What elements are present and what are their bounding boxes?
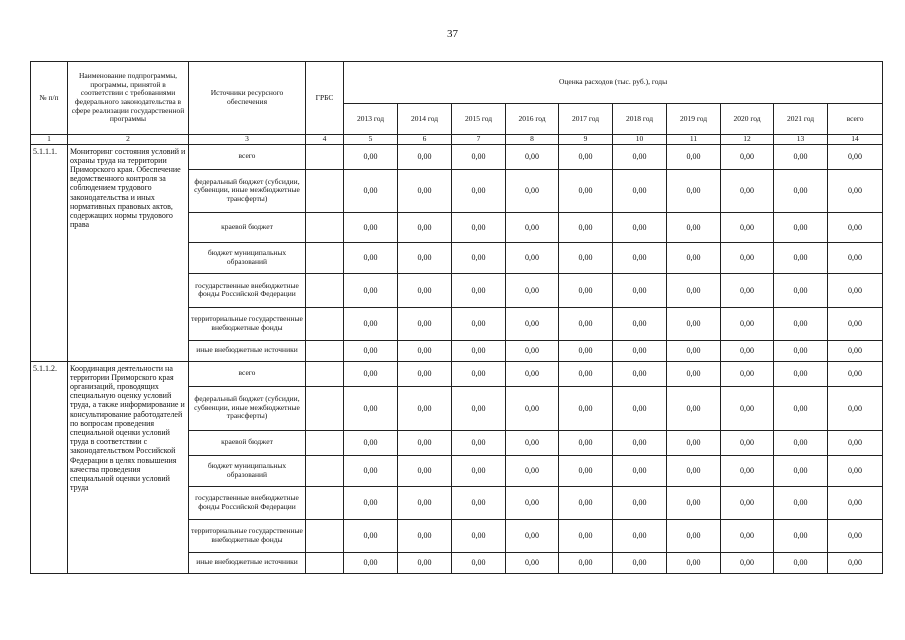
expense-value: 0,00	[506, 361, 559, 386]
expense-value: 0,00	[667, 212, 721, 242]
expense-value: 0,00	[506, 307, 559, 340]
header-year: 2017 год	[559, 104, 613, 135]
column-number: 14	[828, 135, 883, 145]
expense-value: 0,00	[774, 307, 828, 340]
expense-value: 0,00	[344, 307, 398, 340]
item-code: 5.1.1.2.	[31, 361, 68, 573]
expense-value: 0,00	[452, 430, 506, 455]
expense-value: 0,00	[828, 242, 883, 273]
funding-source: краевой бюджет	[189, 212, 306, 242]
expense-value: 0,00	[398, 273, 452, 307]
funding-source: иные внебюджетные источники	[189, 552, 306, 573]
expense-value: 0,00	[667, 386, 721, 430]
expense-value: 0,00	[344, 144, 398, 169]
column-number: 4	[306, 135, 344, 145]
expense-value: 0,00	[398, 519, 452, 552]
expense-value: 0,00	[774, 361, 828, 386]
expense-value: 0,00	[344, 455, 398, 486]
expense-value: 0,00	[721, 361, 774, 386]
expense-value: 0,00	[613, 340, 667, 361]
expense-value: 0,00	[828, 361, 883, 386]
expense-value: 0,00	[398, 552, 452, 573]
funding-source: бюджет муниципальных образований	[189, 455, 306, 486]
funding-source: территориальные государственные внебюджетные фонды	[189, 307, 306, 340]
expense-value: 0,00	[828, 519, 883, 552]
expense-value: 0,00	[559, 340, 613, 361]
expense-value: 0,00	[721, 242, 774, 273]
expense-value: 0,00	[613, 273, 667, 307]
expense-value: 0,00	[828, 552, 883, 573]
item-name: Мониторинг состояния условий и охраны труда на территории Приморского края. Обеспечение ведомственного контроля за соблюдением трудового законодательства и иных нормативных правовых актов, содержащих нормы трудового права	[68, 144, 189, 361]
expense-value: 0,00	[506, 430, 559, 455]
table-row	[31, 361, 883, 386]
expense-value: 0,00	[506, 455, 559, 486]
expense-value: 0,00	[398, 212, 452, 242]
grbs-cell	[306, 455, 344, 486]
expense-value: 0,00	[721, 340, 774, 361]
expense-value: 0,00	[398, 386, 452, 430]
expense-value: 0,00	[452, 212, 506, 242]
expense-value: 0,00	[506, 212, 559, 242]
header-year: 2014 год	[398, 104, 452, 135]
header-estimate: Оценка расходов (тыс. руб.), годы	[344, 62, 883, 104]
expense-value: 0,00	[559, 486, 613, 519]
header-year: 2016 год	[506, 104, 559, 135]
expense-value: 0,00	[452, 386, 506, 430]
expense-value: 0,00	[344, 242, 398, 273]
funding-source: краевой бюджет	[189, 430, 306, 455]
expense-value: 0,00	[344, 340, 398, 361]
expense-value: 0,00	[559, 386, 613, 430]
header-sources: Источники ресурсного обеспечения	[189, 62, 306, 135]
header-name: Наименование подпрограммы, программы, принятой в соответствии с требованиями федерального законодательства в сфере реализации государственной программы	[68, 62, 189, 135]
expense-value: 0,00	[721, 519, 774, 552]
column-number: 5	[344, 135, 398, 145]
funding-source: федеральный бюджет (субсидии, субвенции, иные межбюджетные трансферты)	[189, 169, 306, 212]
expense-value: 0,00	[344, 386, 398, 430]
expense-value: 0,00	[452, 486, 506, 519]
header-year: 2015 год	[452, 104, 506, 135]
expense-value: 0,00	[828, 273, 883, 307]
grbs-cell	[306, 430, 344, 455]
expense-value: 0,00	[828, 212, 883, 242]
grbs-cell	[306, 552, 344, 573]
column-number: 7	[452, 135, 506, 145]
column-number: 10	[613, 135, 667, 145]
expense-value: 0,00	[721, 552, 774, 573]
expense-value: 0,00	[613, 386, 667, 430]
expense-value: 0,00	[774, 455, 828, 486]
expense-value: 0,00	[398, 307, 452, 340]
page-number: 37	[447, 28, 458, 40]
expense-value: 0,00	[774, 144, 828, 169]
header-num: № п/п	[31, 62, 68, 135]
expense-value: 0,00	[721, 455, 774, 486]
grbs-cell	[306, 361, 344, 386]
expense-value: 0,00	[774, 430, 828, 455]
column-number: 9	[559, 135, 613, 145]
expense-value: 0,00	[774, 340, 828, 361]
expense-value: 0,00	[774, 242, 828, 273]
table-row	[31, 144, 883, 169]
expense-value: 0,00	[398, 169, 452, 212]
header-grbs: ГРБС	[306, 62, 344, 135]
expense-value: 0,00	[774, 386, 828, 430]
expense-value: 0,00	[398, 361, 452, 386]
grbs-cell	[306, 144, 344, 169]
grbs-cell	[306, 519, 344, 552]
expense-value: 0,00	[828, 430, 883, 455]
expense-value: 0,00	[721, 144, 774, 169]
funding-source: иные внебюджетные источники	[189, 340, 306, 361]
expense-value: 0,00	[398, 340, 452, 361]
expense-value: 0,00	[559, 519, 613, 552]
expense-value: 0,00	[613, 242, 667, 273]
expense-value: 0,00	[828, 486, 883, 519]
expense-value: 0,00	[452, 242, 506, 273]
expense-value: 0,00	[721, 307, 774, 340]
expense-value: 0,00	[452, 307, 506, 340]
column-number: 13	[774, 135, 828, 145]
expense-value: 0,00	[344, 552, 398, 573]
expense-value: 0,00	[398, 455, 452, 486]
column-number: 2	[68, 135, 189, 145]
expense-value: 0,00	[613, 430, 667, 455]
expense-value: 0,00	[774, 552, 828, 573]
funding-source: государственные внебюджетные фонды Российской Федерации	[189, 273, 306, 307]
expense-value: 0,00	[667, 519, 721, 552]
grbs-cell	[306, 242, 344, 273]
expense-value: 0,00	[344, 430, 398, 455]
expense-value: 0,00	[559, 169, 613, 212]
column-number: 12	[721, 135, 774, 145]
expense-value: 0,00	[506, 242, 559, 273]
expense-value: 0,00	[828, 169, 883, 212]
expense-value: 0,00	[774, 273, 828, 307]
expense-value: 0,00	[667, 455, 721, 486]
expense-value: 0,00	[452, 455, 506, 486]
expense-value: 0,00	[667, 242, 721, 273]
expense-value: 0,00	[559, 455, 613, 486]
expense-value: 0,00	[344, 212, 398, 242]
column-number: 8	[506, 135, 559, 145]
expense-value: 0,00	[452, 144, 506, 169]
expense-value: 0,00	[398, 430, 452, 455]
expense-value: 0,00	[506, 552, 559, 573]
expense-value: 0,00	[613, 307, 667, 340]
expense-value: 0,00	[344, 273, 398, 307]
expense-value: 0,00	[828, 144, 883, 169]
expense-value: 0,00	[828, 455, 883, 486]
expense-value: 0,00	[559, 242, 613, 273]
header-year: 2021 год	[774, 104, 828, 135]
expense-value: 0,00	[667, 361, 721, 386]
expense-value: 0,00	[613, 455, 667, 486]
expense-table	[30, 61, 883, 574]
expense-value: 0,00	[613, 361, 667, 386]
expense-value: 0,00	[828, 307, 883, 340]
expense-value: 0,00	[506, 144, 559, 169]
header-year: всего	[828, 104, 883, 135]
expense-value: 0,00	[828, 340, 883, 361]
funding-source: федеральный бюджет (субсидии, субвенции, иные межбюджетные трансферты)	[189, 386, 306, 430]
expense-value: 0,00	[667, 430, 721, 455]
grbs-cell	[306, 340, 344, 361]
expense-value: 0,00	[559, 144, 613, 169]
expense-value: 0,00	[613, 486, 667, 519]
expense-value: 0,00	[667, 340, 721, 361]
expense-value: 0,00	[559, 361, 613, 386]
expense-value: 0,00	[452, 519, 506, 552]
column-number: 6	[398, 135, 452, 145]
expense-value: 0,00	[613, 552, 667, 573]
expense-value: 0,00	[721, 386, 774, 430]
funding-source: всего	[189, 361, 306, 386]
expense-value: 0,00	[452, 169, 506, 212]
expense-value: 0,00	[613, 212, 667, 242]
expense-value: 0,00	[344, 486, 398, 519]
expense-value: 0,00	[721, 430, 774, 455]
expense-value: 0,00	[828, 386, 883, 430]
expense-value: 0,00	[667, 273, 721, 307]
header-year: 2013 год	[344, 104, 398, 135]
expense-value: 0,00	[559, 430, 613, 455]
funding-source: территориальные государственные внебюджетные фонды	[189, 519, 306, 552]
expense-value: 0,00	[398, 144, 452, 169]
expense-value: 0,00	[613, 519, 667, 552]
expense-value: 0,00	[452, 340, 506, 361]
expense-value: 0,00	[774, 519, 828, 552]
expense-value: 0,00	[774, 212, 828, 242]
expense-value: 0,00	[506, 340, 559, 361]
item-code: 5.1.1.1.	[31, 144, 68, 361]
grbs-cell	[306, 386, 344, 430]
expense-value: 0,00	[506, 169, 559, 212]
item-name: Координация деятельности на территории Приморского края организаций, проводящих специальную оценку условий труда, а также информирование и консультирование работодателей по вопросам проведения специальной оценки условий труда в соответствии с законодательством Российской Федерации в целях повышения качества проведения специальной оценки условий труда	[68, 361, 189, 573]
expense-value: 0,00	[774, 486, 828, 519]
grbs-cell	[306, 169, 344, 212]
expense-value: 0,00	[452, 273, 506, 307]
expense-value: 0,00	[667, 169, 721, 212]
grbs-cell	[306, 212, 344, 242]
funding-source: бюджет муниципальных образований	[189, 242, 306, 273]
expense-value: 0,00	[774, 169, 828, 212]
expense-value: 0,00	[398, 242, 452, 273]
expense-value: 0,00	[721, 486, 774, 519]
expense-value: 0,00	[344, 361, 398, 386]
column-number: 3	[189, 135, 306, 145]
expense-value: 0,00	[721, 273, 774, 307]
expense-value: 0,00	[398, 486, 452, 519]
expense-value: 0,00	[613, 169, 667, 212]
column-number: 1	[31, 135, 68, 145]
expense-value: 0,00	[344, 519, 398, 552]
expense-value: 0,00	[667, 307, 721, 340]
expense-value: 0,00	[559, 212, 613, 242]
expense-value: 0,00	[667, 144, 721, 169]
grbs-cell	[306, 486, 344, 519]
header-year: 2020 год	[721, 104, 774, 135]
expense-value: 0,00	[506, 273, 559, 307]
funding-source: всего	[189, 144, 306, 169]
expense-value: 0,00	[667, 552, 721, 573]
expense-value: 0,00	[506, 486, 559, 519]
header-year: 2018 год	[613, 104, 667, 135]
expense-value: 0,00	[559, 552, 613, 573]
expense-value: 0,00	[506, 386, 559, 430]
grbs-cell	[306, 273, 344, 307]
expense-value: 0,00	[721, 169, 774, 212]
expense-value: 0,00	[721, 212, 774, 242]
expense-value: 0,00	[452, 361, 506, 386]
expense-value: 0,00	[667, 486, 721, 519]
expense-value: 0,00	[344, 169, 398, 212]
expense-value: 0,00	[613, 144, 667, 169]
expense-value: 0,00	[559, 307, 613, 340]
expense-value: 0,00	[559, 273, 613, 307]
expense-value: 0,00	[452, 552, 506, 573]
header-year: 2019 год	[667, 104, 721, 135]
grbs-cell	[306, 307, 344, 340]
expense-value: 0,00	[506, 519, 559, 552]
funding-source: государственные внебюджетные фонды Российской Федерации	[189, 486, 306, 519]
column-number: 11	[667, 135, 721, 145]
